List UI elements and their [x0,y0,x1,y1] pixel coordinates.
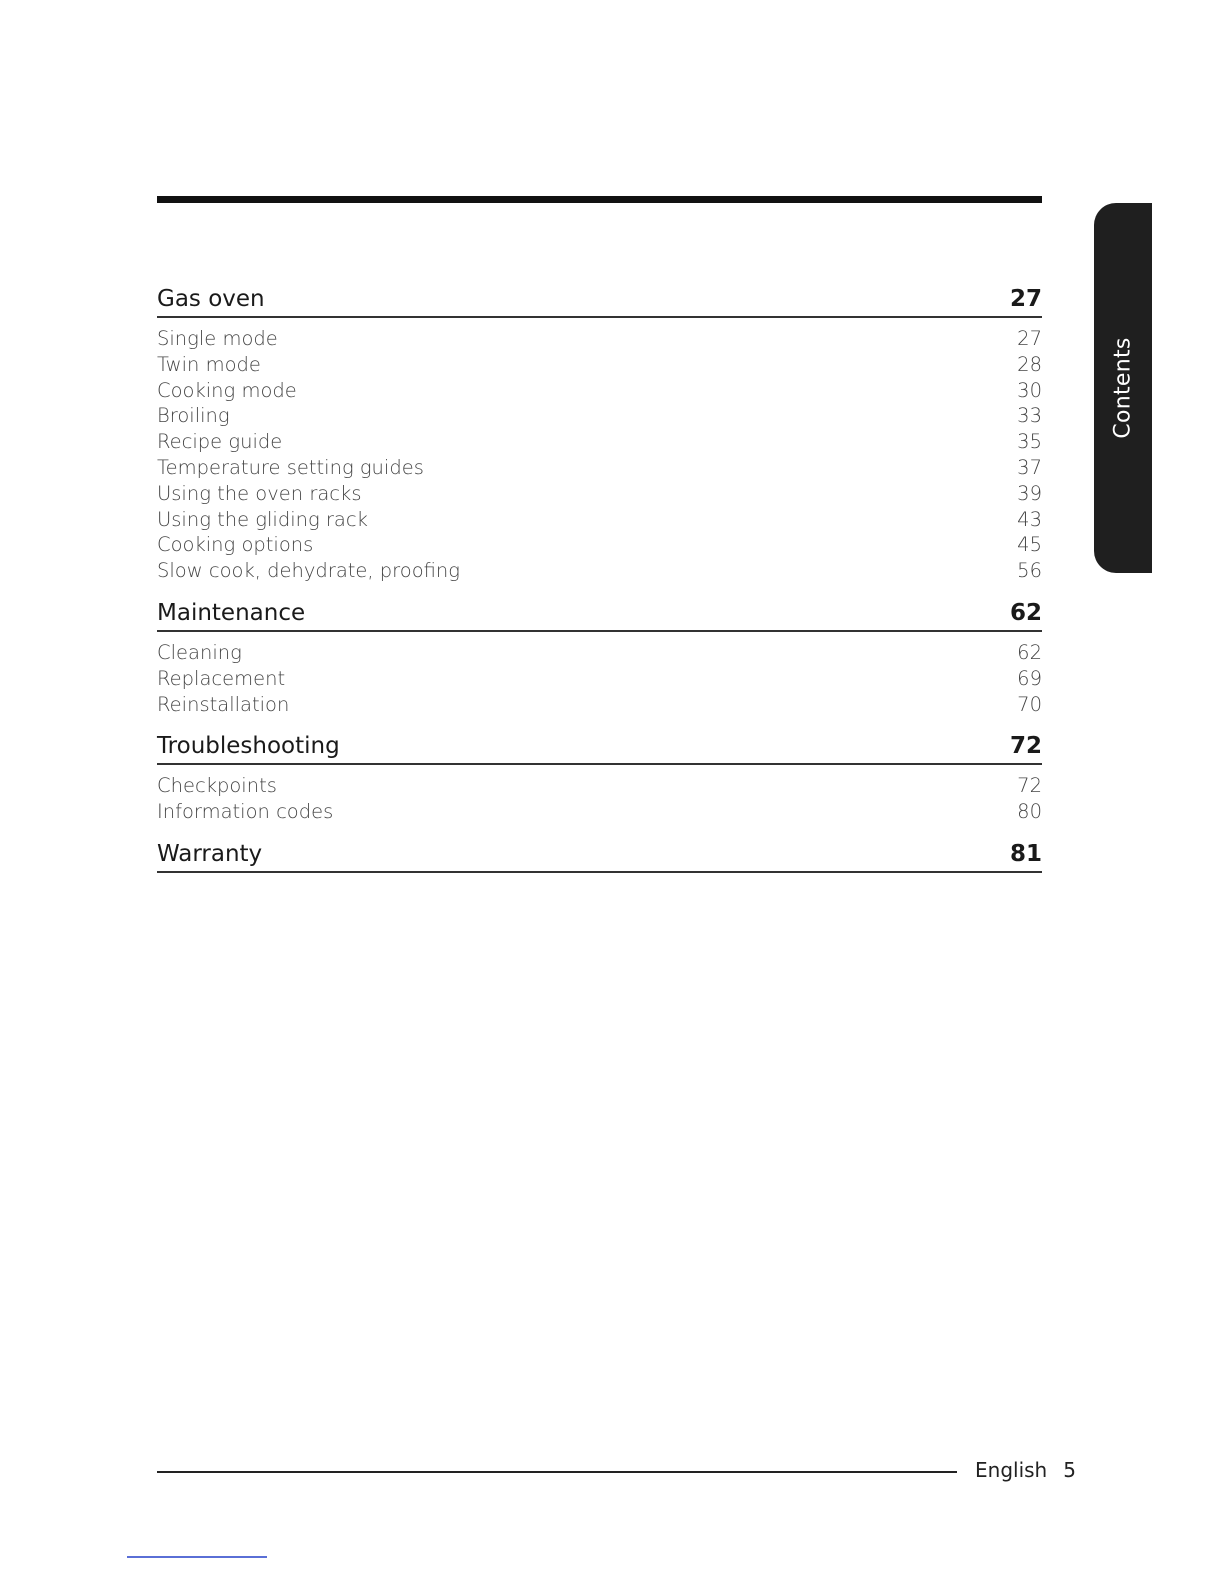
entry-page: 27 [1017,327,1042,350]
entry-page: 39 [1017,481,1042,505]
contents-side-tab[interactable] [1094,203,1152,573]
entry-label: Single mode [157,327,278,350]
edge-mark [127,1556,267,1558]
entry-label: Cooking mode [157,378,297,402]
section-header[interactable] [157,278,1042,318]
entry-page: 69 [1017,666,1042,690]
entry-label: Temperature setting guides [157,455,424,479]
top-rule [157,196,1042,203]
toc-entry[interactable] [157,666,1042,692]
toc-section-warranty [157,833,1042,873]
entry-label: Checkpoints [157,774,277,798]
entry-page: 62 [1017,640,1042,664]
section-header[interactable] [157,833,1042,873]
toc-entry[interactable] [157,558,1042,584]
toc-entry[interactable] [157,455,1042,481]
entry-page: 56 [1017,559,1042,583]
toc-entry[interactable] [157,326,1042,352]
toc-section-gas-oven [157,278,1042,584]
toc-entry[interactable] [157,799,1042,825]
entry-page: 43 [1017,507,1042,531]
entry-page: 72 [1017,774,1042,798]
toc-section-maintenance [157,592,1042,717]
entry-page: 30 [1017,378,1042,402]
toc-entry[interactable] [157,352,1042,378]
toc-entry[interactable] [157,532,1042,558]
section-header[interactable] [157,592,1042,632]
toc-entry[interactable] [157,507,1042,533]
toc-entry[interactable] [157,640,1042,666]
toc-section-troubleshooting [157,725,1042,825]
entry-label: Cleaning [157,640,242,664]
toc-entry[interactable] [157,403,1042,429]
footer-page-number: 5 [1063,1458,1076,1482]
entry-label: Replacement [157,666,286,690]
section-page-number: 81 [1009,840,1042,867]
section-title: Gas oven [157,286,265,312]
footer-rule [157,1471,957,1473]
page-footer [975,1458,1076,1482]
entry-page: 70 [1017,692,1042,716]
entry-label: Recipe guide [157,430,283,454]
section-page-number: 62 [1009,599,1042,626]
entry-page: 80 [1017,800,1042,824]
entry-page: 37 [1017,455,1042,479]
section-page-number: 72 [1009,733,1042,760]
section-title: Warranty [157,840,263,867]
section-title: Troubleshooting [157,733,340,760]
entry-label: Twin mode [157,352,261,376]
entry-label: Using the oven racks [157,481,362,505]
toc-entry[interactable] [157,692,1042,718]
toc-entry[interactable] [157,773,1042,799]
toc-entry[interactable] [157,481,1042,507]
entry-page: 45 [1017,533,1042,557]
section-header[interactable] [157,725,1042,765]
side-tab-label: Contents [1110,337,1136,439]
entry-label: Cooking options [157,533,314,557]
section-page-number: 27 [1009,286,1042,312]
section-title: Maintenance [157,599,306,626]
entry-page: 35 [1017,430,1042,454]
entry-label: Information codes [157,800,334,824]
entry-label: Slow cook, dehydrate, proofing [157,559,460,583]
entry-page: 28 [1017,352,1042,376]
entry-label: Reinstallation [157,692,290,716]
entry-page: 33 [1017,404,1042,428]
footer-language: English [975,1458,1048,1482]
toc-entry[interactable] [157,378,1042,404]
entry-label: Using the gliding rack [157,507,368,531]
table-of-contents [157,278,1042,881]
entry-label: Broiling [157,404,230,428]
toc-entry[interactable] [157,429,1042,455]
